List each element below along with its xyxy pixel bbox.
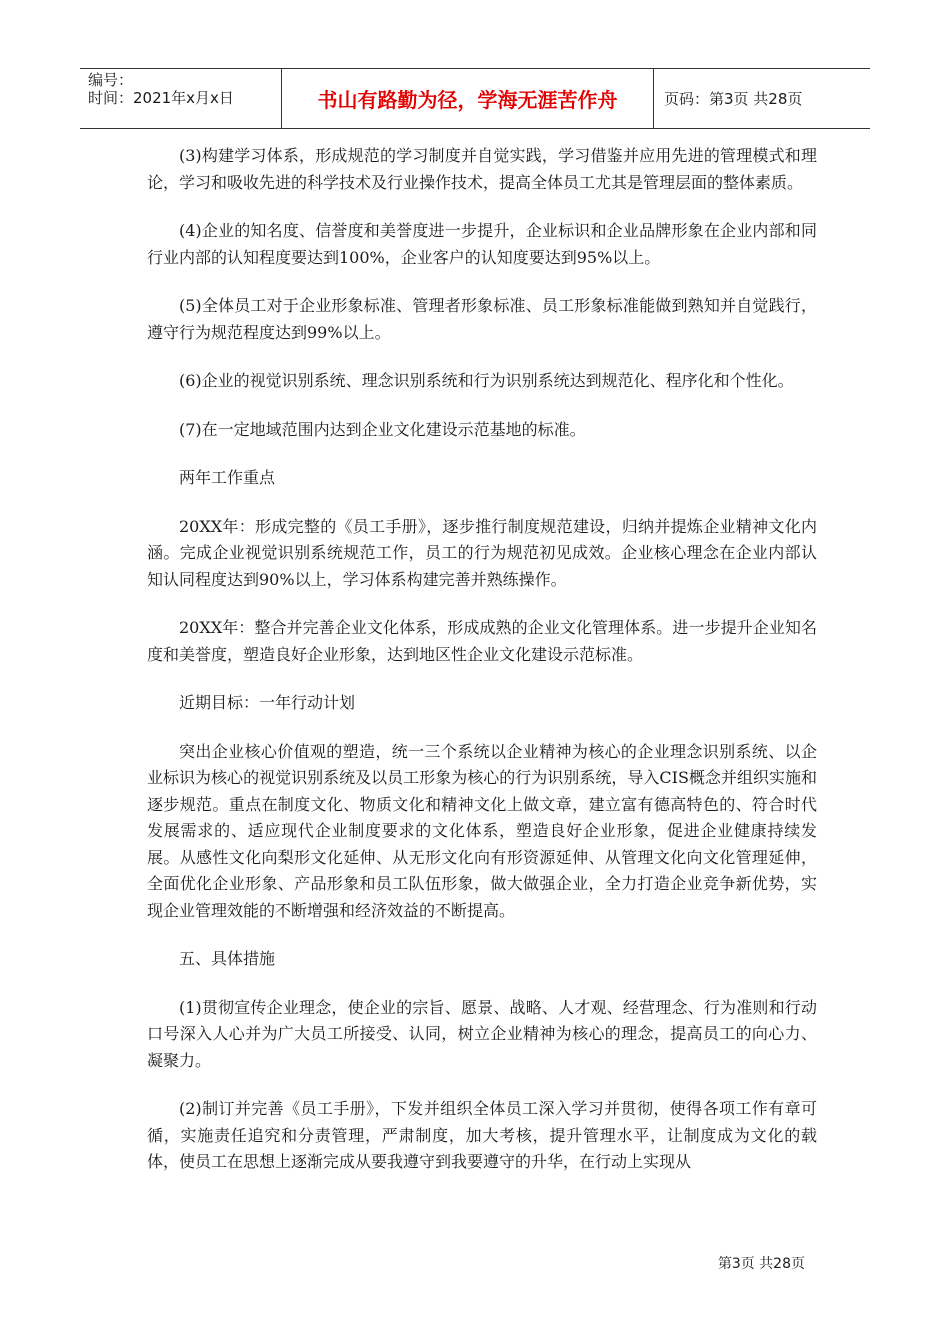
- section-heading: 近期目标：一年行动计划: [179, 693, 356, 712]
- number-label: 编号：: [88, 71, 134, 89]
- document-body: [147, 143, 817, 1176]
- paragraph: (4)企业的知名度、信誉度和美誉度进一步提升，企业标识和企业品牌形象在企业内部和同行业内部的认知程度要达到100%，企业客户的认知度要达到95%以上。: [147, 221, 817, 267]
- header-page-info: 页码：第3页 共28页: [664, 90, 803, 108]
- page-footer: 第3页 共28页: [717, 1256, 805, 1272]
- page-header: [80, 68, 870, 129]
- paragraph: 20XX年：整合并完善企业文化体系，形成成熟的企业文化管理体系。进一步提升企业知名度和美誉度，塑造良好企业形象，达到地区性企业文化建设示范标准。: [147, 618, 817, 664]
- header-motto: 书山有路勤为径，学海无涯苦作舟: [282, 69, 654, 128]
- paragraph: (1)贯彻宣传企业理念，使企业的宗旨、愿景、战略、人才观、经营理念、行为准则和行动口号深入人心并为广大员工所接受、认同，树立企业精神为核心的理念，提高员工的向心力、凝聚力。: [147, 997, 817, 1070]
- paragraph: (6)企业的视觉识别系统、理念识别系统和行为识别系统达到规范化、程序化和个性化。: [179, 371, 794, 390]
- header-meta: [80, 69, 282, 128]
- paragraph: (5)全体员工对于企业形象标准、管理者形象标准、员工形象标准能做到熟知并自觉践行，遵守行为规范程度达到99%以上。: [147, 296, 817, 342]
- paragraph: (7)在一定地域范围内达到企业文化建设示范基地的标准。: [179, 419, 586, 439]
- section-heading: 两年工作重点: [179, 468, 276, 487]
- paragraph: 20XX年：形成完整的《员工手册》，逐步推行制度规范建设，归纳并提炼企业精神文化内涵。完成企业视觉识别系统规范工作，员工的行为规范初见成效。企业核心理念在企业内部认知认同程度达到90%以上，学习体系构建完善并熟练操作。: [147, 516, 817, 589]
- paragraph: 突出企业核心价值观的塑造，统一三个系统以企业精神为核心的企业理念识别系统、以企业标识为核心的视觉识别系统及以员工形象为核心的行为识别系统，导入CIS概念并组织实施和逐步规范。重点在制度文化、物质文化和精神文化上做文章，建立富有德高特色的、符合时代发展需求的、适应现代企业制度要求的文化体系，塑造良好企业形象，促进企业健康持续发展。从感性文化向梨形文化延伸、从无形文化向有形资源延伸、从管理文化向文化管理延伸，全面优化企业形象、产品形象和员工队伍形象，做大做强企业，全力打造企业竞争新优势，实现企业管理效能的不断增强和经济效益的不断提高。: [147, 741, 817, 920]
- paragraph: (3)构建学习体系，形成规范的学习制度并自觉实践，学习借鉴并应用先进的管理模式和理论，学习和吸收先进的科学技术及行业操作技术，提高全体员工尤其是管理层面的整体素质。: [147, 146, 817, 192]
- section-heading: 五、具体措施: [179, 949, 276, 968]
- paragraph: (2)制订并完善《员工手册》，下发并组织全体员工深入学习并贯彻，使得各项工作有章可循，实施责任追究和分责管理，严肃制度，加大考核，提升管理水平，让制度成为文化的载体，使员工在思想上逐渐完成从要我遵守到我要遵守的升华，在行动上实现从: [147, 1099, 817, 1171]
- date-label: 时间：2021年x月x日: [88, 89, 234, 107]
